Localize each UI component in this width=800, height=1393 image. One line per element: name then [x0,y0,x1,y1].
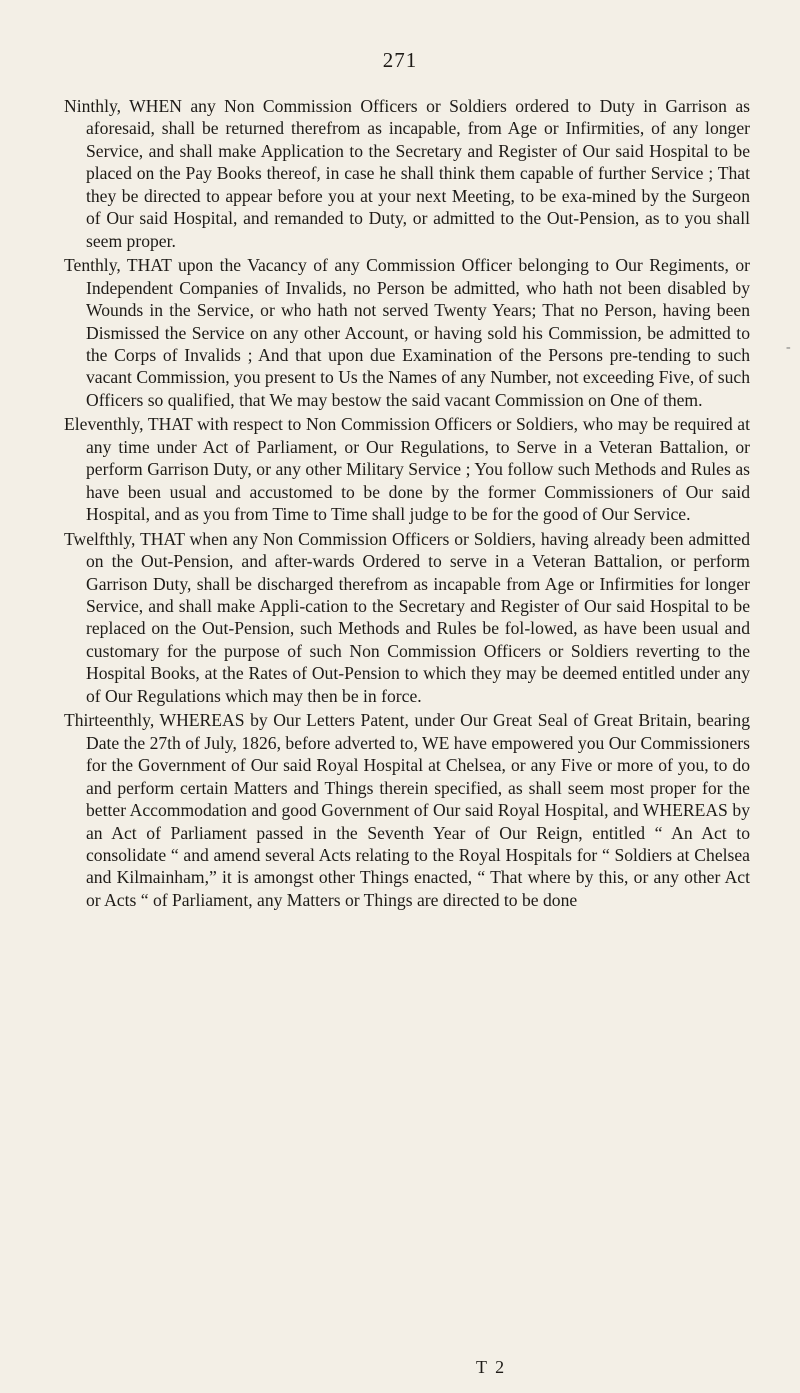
body-text [64,95,750,913]
paragraph-tenthly: Tenthly, THAT upon the Vacancy of any Commission Officer belonging to Our Regiments, or Independent Companies of Invalids, no Person be admitted, who hath not been disabled by Wounds in the Service, or who hath not served Twenty Years; That no Person, having been Dismissed the Service on any other Account, or having sold his Commission, be admitted to the Corps of Invalids ; And that upon due Examination of the Persons pre-tending to such vacant Commission, you present to Us the Names of any Number, not exceeding Five, of such Officers so qualified, that We may bestow the said vacant Commission on One of them. [64,255,750,410]
paragraph-thirteenthly: Thirteenthly, WHEREAS by Our Letters Patent, under Our Great Seal of Great Britain, bearing Date the 27th of July, 1826, before adverted to, WE have empowered you Our Commissioners for the Government of Our said Royal Hospital at Chelsea, or any Five or more of you, to do and perform certain Matters and Things therein specified, as shall seem most proper for the better Accommodation and good Government of Our said Royal Hospital, and WHEREAS by an Act of Parliament passed in the Seventh Year of Our Reign, entitled “ An Act to consolidate “ and amend several Acts relating to the Royal Hospitals for “ Soldiers at Chelsea and Kilmainham,” it is amongst other Things enacted, “ That where by this, or any other Act or Acts “ of Parliament, any Matters or Things are directed to be done [64,710,750,910]
catchword-signature: T 2 [476,1357,507,1377]
paragraph-ninthly: Ninthly, WHEN any Non Commission Officers or Soldiers ordered to Duty in Garrison as aforesaid, shall be returned therefrom as incapable, from Age or Infirmities, of any longer Service, and shall make Application to the Secretary and Register of Our said Hospital to be placed on the Pay Books thereof, in case he shall think them capable of further Service ; That they be directed to appear before you at your next Meeting, to be exa-mined by the Surgeon of Our said Hospital, and remanded to Duty, or admitted to the Out-Pension, as to you shall seem proper. [64,96,750,251]
margin-mark: - [786,340,791,355]
paragraph-twelfthly: Twelfthly, THAT when any Non Commission Officers or Soldiers, having already been admitted on the Out-Pension, and after-wards Ordered to serve in a Veteran Battalion, or perform Garrison Duty, shall be discharged therefrom as incapable from Age or Infirmities for longer Service, and shall make Appli-cation to the Secretary and Register of Our said Hospital to be replaced on the Out-Pension, such Methods and Rules be fol-lowed, as have been usual and customary for the purpose of such Non Commission Officers or Soldiers reverting to the Hospital Books, at the Rates of Out-Pension to which they may be deemed entitled under any of Our Regulations which may then be in force. [64,528,750,706]
page-number: 271 [382,48,418,72]
paragraph-eleventhly: Eleventhly, THAT with respect to Non Commission Officers or Soldiers, who may be required at any time under Act of Parliament, or Our Regulations, to Serve in a Veteran Battalion, or perform Garrison Duty, or any other Military Service ; You follow such Methods and Rules as have been usual and accustomed to be done by the former Commissioners of Our said Hospital, and as you from Time to Time shall judge to be for the good of Our Service. [64,414,750,525]
